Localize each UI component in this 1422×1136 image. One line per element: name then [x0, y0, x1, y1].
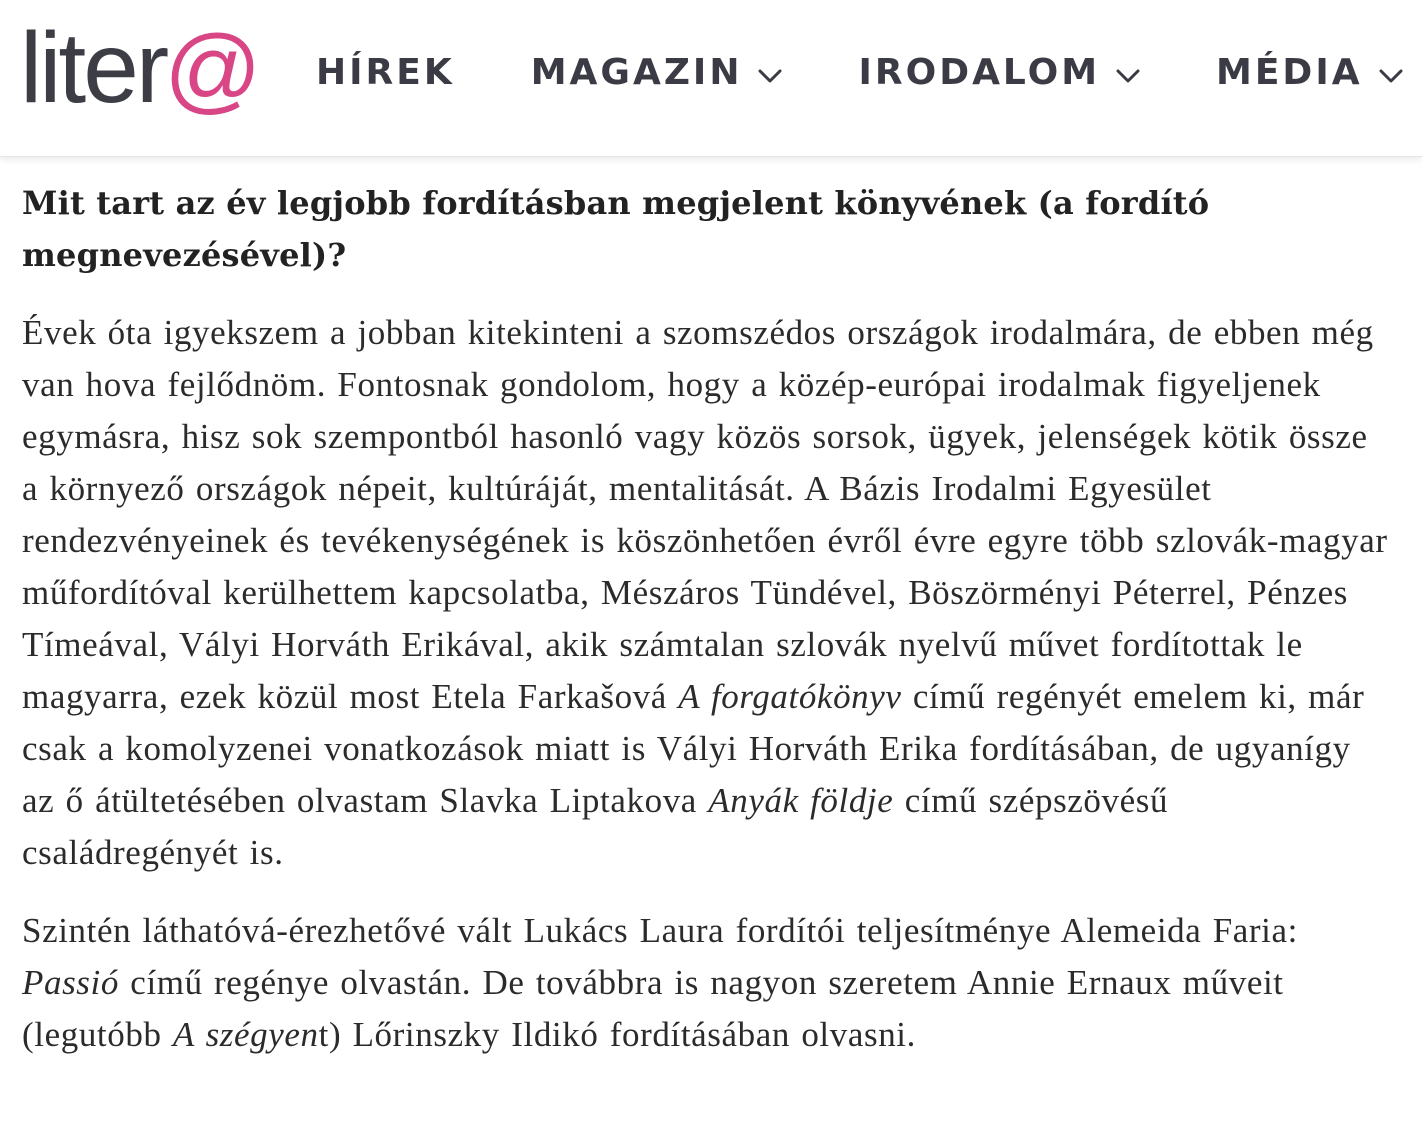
main-nav — [316, 52, 1422, 93]
paragraph-text: című szépszövésű családregényét is. — [22, 781, 1169, 872]
paragraph-text: című regénye olvastán. De továbbra is nagyon szeretem Annie Ernaux műveit (legutóbb — [22, 963, 1284, 1054]
logo-at-mark: @ — [164, 16, 262, 123]
answer-paragraph-2 — [22, 905, 1394, 1061]
answer-paragraph-1 — [22, 307, 1394, 879]
nav-item-label: IRODALOM — [858, 52, 1101, 93]
nav-item-hirek[interactable] — [316, 52, 455, 93]
chevron-down-icon — [1379, 69, 1403, 83]
site-header — [0, 0, 1422, 157]
interview-question: Mit tart az év legjobb fordításban megjelent könyvének (a fordító megnevezésével)? — [22, 184, 1210, 274]
article-content — [0, 157, 1422, 1061]
chevron-down-icon — [758, 69, 782, 83]
nav-item-label: MÉDIA — [1216, 52, 1363, 93]
nav-item-magazin[interactable] — [531, 52, 783, 93]
paragraph-text: Évek óta igyekszem a jobban kitekinteni a szomszédos országok irodalmára, de ebben még van hova fejlődnöm. Fontosnak gondolom, hogy a közép-európai irodalmak figyeljenek egymásra, hisz sok szempontból hasonló vagy közös sorsok, ügyek, jelenségek kötik össze a környező országok népeit, kultúráját, mentalitását. A Bázis Irodalmi Egyesület rendezvényeinek és tevékenységének is köszönhetően évről évre egyre több szlovák-magyar műfordítóval kerülhettem kapcsolatba, Mészáros Tündével, Böszörményi Péterrel, Pénzes Tímeával, Vályi Horváth Erikával, akik számtalan szlovák nyelvű művet fordítottak le magyarra, ezek közül most Etela Farkašová — [22, 313, 1388, 716]
nav-item-media[interactable] — [1216, 52, 1403, 93]
nav-item-label: HÍREK — [316, 52, 455, 93]
paragraph-text: Szintén láthatóvá-érezhetővé vált Lukács Laura fordítói teljesítménye Alemeida Faria: — [22, 911, 1298, 950]
logo-wordmark: liter — [20, 12, 167, 124]
book-title: A szégyen — [172, 1015, 319, 1054]
chevron-down-icon — [1116, 69, 1140, 83]
book-title: Anyák földje — [708, 781, 894, 820]
nav-item-irodalom[interactable] — [858, 52, 1140, 93]
paragraph-text: t) Lőrinszky Ildikó fordításában olvasni. — [318, 1015, 916, 1054]
site-logo[interactable] — [20, 12, 262, 128]
paragraph-text: című regényét emelem ki, már csak a komolyzenei vonatkozások miatt is Vályi Horváth Erika fordításában, de ugyanígy az ő átültetésében olvastam Slavka Liptakova — [22, 677, 1365, 820]
book-title: A forgatókönyv — [678, 677, 902, 716]
nav-item-label: MAGAZIN — [530, 52, 743, 93]
book-title: Passió — [22, 963, 119, 1002]
